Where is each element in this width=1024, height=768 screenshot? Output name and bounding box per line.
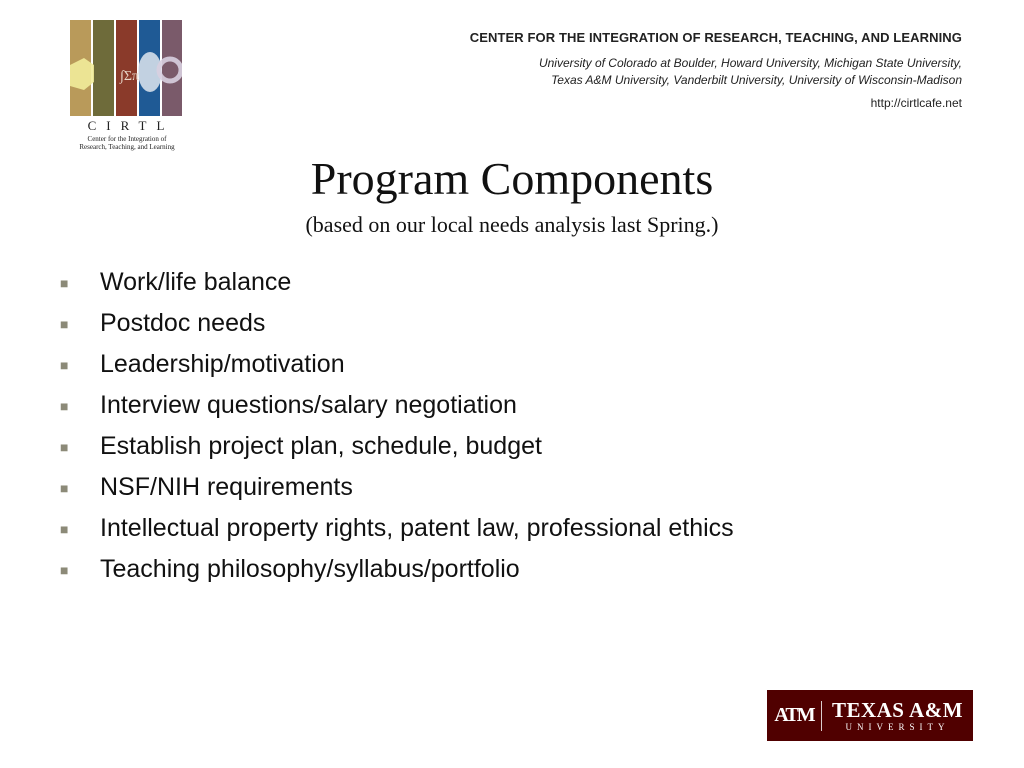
bullet-marker-icon: ■ xyxy=(60,397,69,414)
bullet-text: NSF/NIH requirements xyxy=(100,473,353,501)
partner-universities-line-2: Texas A&M University, Vanderbilt University, University of Wisconsin-Madison xyxy=(551,73,962,87)
slide-title: Program Components xyxy=(310,153,714,204)
logo-bar-2 xyxy=(93,20,114,116)
bullet-item xyxy=(60,549,734,590)
logo-letters: CIRTL xyxy=(87,118,175,133)
cirtl-logo xyxy=(68,20,186,152)
texas-am-university: UNIVERSITY xyxy=(845,721,950,732)
slide-subtitle: (based on our local needs analysis last Spring.) xyxy=(305,212,719,237)
bullet-item xyxy=(60,426,734,467)
bullet-marker-icon: ■ xyxy=(60,274,69,291)
bullet-item xyxy=(60,344,734,385)
bullet-text: Teaching philosophy/syllabus/portfolio xyxy=(100,555,520,583)
bullet-marker-icon: ■ xyxy=(60,438,69,455)
atm-mark-icon: ATM xyxy=(774,704,814,726)
bullet-text: Work/life balance xyxy=(100,268,292,296)
bullet-marker-icon: ■ xyxy=(60,356,69,373)
bullet-marker-icon: ■ xyxy=(60,520,69,537)
texas-am-logo xyxy=(767,690,973,741)
bullet-marker-icon: ■ xyxy=(60,315,69,332)
bullet-item xyxy=(60,508,734,549)
logo-symbol: ∫Σπ xyxy=(120,69,140,84)
bullet-text: Leadership/motivation xyxy=(100,350,345,378)
partner-universities xyxy=(402,55,962,89)
logo-divider xyxy=(821,701,822,731)
texas-am-name: TEXAS A&M xyxy=(831,697,964,722)
bullet-item xyxy=(60,385,734,426)
bullet-item xyxy=(60,262,734,303)
bullet-marker-icon: ■ xyxy=(60,561,69,578)
center-title: CENTER FOR THE INTEGRATION OF RESEARCH, TEACHING, AND LEARNING xyxy=(469,30,962,45)
bullet-text: Establish project plan, schedule, budget xyxy=(100,432,542,460)
bullet-text: Postdoc needs xyxy=(100,309,266,337)
logo-caption-line-2: Research, Teaching, and Learning xyxy=(79,143,175,151)
website-link[interactable]: http://cirtlcafe.net xyxy=(870,96,962,110)
bullet-text: Interview questions/salary negotiation xyxy=(100,391,517,419)
center-header xyxy=(402,30,962,110)
bullet-item xyxy=(60,467,734,508)
bullet-item xyxy=(60,303,734,344)
cirtl-logo-graphic xyxy=(70,20,182,116)
bullet-marker-icon: ■ xyxy=(60,479,69,496)
logo-caption xyxy=(68,135,186,151)
partner-universities-line-1: University of Colorado at Boulder, Howard University, Michigan State University, xyxy=(538,56,962,70)
logo-bar-3 xyxy=(116,20,140,116)
bullet-list xyxy=(60,262,734,590)
bullet-text: Intellectual property rights, patent law, professional ethics xyxy=(100,514,734,542)
logo-caption-line-1: Center for the Integration of xyxy=(87,135,167,143)
texas-am-wordmark xyxy=(822,699,973,733)
